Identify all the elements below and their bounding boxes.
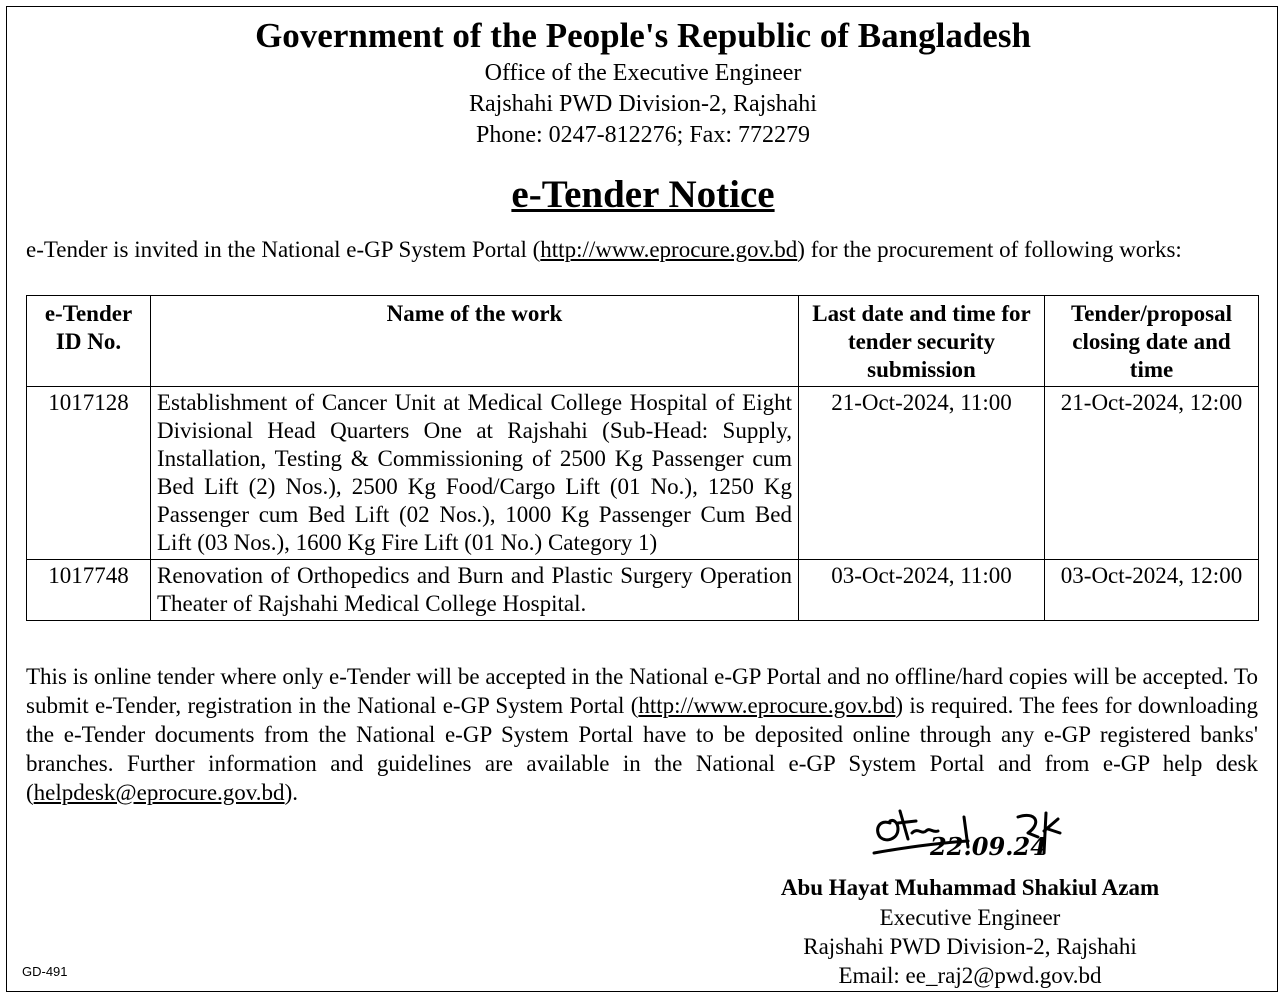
instructions-text-1: This is online tender where only e-Tender will be accepted in the National e-GP Portal and no offline/hard copies will be accepted. To submit e-Tender, registration in the National e-GP System Portal ( (26, 664, 1258, 718)
notice-title: e-Tender Notice (511, 173, 775, 216)
closing-date: 03-Oct-2024, 12:00 (1045, 560, 1259, 621)
helpdesk-email-link[interactable]: helpdesk@eprocure.gov.bd (33, 780, 285, 805)
column-header-security-deadline: Last date and time for tender security submission (799, 296, 1045, 387)
government-title: Government of the People's Republic of Bangladesh (255, 16, 1031, 55)
intro-text-start: e-Tender is invited in the National e-GP System Portal ( (26, 237, 541, 262)
signer-name: Abu Hayat Muhammad Shakiul Azam (780, 875, 1160, 900)
column-header-id: e-Tender ID No. (27, 296, 151, 387)
tender-table (26, 295, 1259, 621)
table-row (27, 560, 1259, 621)
column-header-closing: Tender/proposal closing date and time (1045, 296, 1259, 387)
instructions-text-2: ) is required. The fees for downloading the e-Tender documents from the National e-GP System Portal have to be deposited online through any e-GP registered banks' branches. Further information and guidelines are available in the National e-GP System Portal and from e-GP help desk ( (26, 693, 1258, 805)
eprocure-link[interactable]: http://www.eprocure.gov.bd (638, 693, 896, 718)
column-header-work: Name of the work (151, 296, 799, 387)
signer-designation: Executive Engineer (879, 905, 1061, 930)
security-deadline: 21-Oct-2024, 11:00 (799, 387, 1045, 560)
tender-id: 1017748 (27, 560, 151, 621)
tender-id: 1017128 (27, 387, 151, 560)
intro-text-end: ) for the procurement of following works: (797, 237, 1182, 262)
signature-date: 22.09.24 (930, 832, 1047, 861)
signer-email[interactable]: Email: ee_raj2@pwd.gov.bd (838, 963, 1102, 988)
work-name: Renovation of Orthopedics and Burn and Plastic Surgery Operation Theater of Rajshahi Medical College Hospital. (151, 560, 799, 621)
eprocure-link[interactable]: http://www.eprocure.gov.bd (540, 237, 798, 262)
work-name: Establishment of Cancer Unit at Medical College Hospital of Eight Divisional Head Quarters One at Rajshahi (Sub-Head: Supply, Installation, Testing & Commissioning of 2500 Kg Passenger cum Bed Lift (2) Nos.), 2500 Kg Food/Cargo Lift (01 No.), 1250 Kg Passenger cum Bed Lift (02 Nos.), 1000 Kg Passenger Cum Bed Lift (03 Nos.), 1600 Kg Fire Lift (01 No.) Category 1) (151, 387, 799, 560)
document-code: GD-491 (22, 964, 68, 979)
contact-line: Phone: 0247-812276; Fax: 772279 (476, 122, 810, 148)
closing-date: 21-Oct-2024, 12:00 (1045, 387, 1259, 560)
instructions-text-3: ). (284, 780, 298, 805)
signer-block (700, 873, 1240, 990)
signer-division: Rajshahi PWD Division-2, Rajshahi (803, 934, 1137, 959)
handwritten-signature (868, 793, 1068, 873)
office-name: Office of the Executive Engineer (484, 60, 802, 86)
letterhead (0, 14, 1286, 151)
table-row (27, 387, 1259, 560)
division-name: Rajshahi PWD Division-2, Rajshahi (469, 91, 817, 117)
instructions-paragraph (26, 662, 1258, 807)
intro-paragraph (26, 236, 1260, 264)
security-deadline: 03-Oct-2024, 11:00 (799, 560, 1045, 621)
table-header-row (27, 296, 1259, 387)
